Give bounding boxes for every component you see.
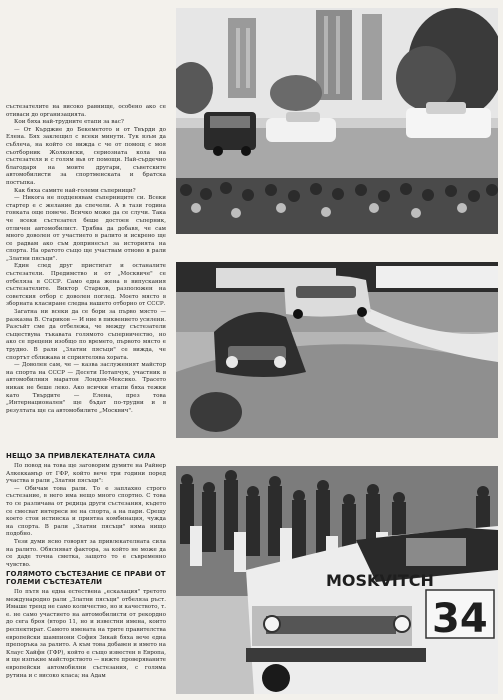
intro-text-column xyxy=(6,104,166,450)
section-heading-attraction: НЕЩО ЗА ПРИВЛЕКАТЕЛНАТА СИЛА xyxy=(6,452,156,460)
photo-city-rally xyxy=(176,8,498,234)
paragraph: Кои бяха най-трудните етапи за вас? xyxy=(14,119,124,126)
section1-text-column xyxy=(6,463,166,567)
section2-text-column xyxy=(6,589,166,695)
paragraph: Тези думи ясно говорят за привлекателната сила на ралито. Обясняват фактора, за който не може да се даде точна сметка, защото то е съвременно чувство. xyxy=(6,538,166,567)
paragraph: състезателите на високо равнище, особено ако се отиваси до организацията. xyxy=(6,104,166,118)
paragraph: Един след друг пристигат и останалите състезатели. Предимство и от „Москвиче" се отбеляза в СССР. Само една жена в випускания състезателите. Виктор Старков, разположен на советския отбор с доволен поглед. Моето място в зборната класиране следва нашето отборно от СССР. xyxy=(6,263,166,308)
paragraph: По повод на това ще заговорим думите на Райнер Алкеккамър от ГФР, който вече три години поред участва в рали „Златни пясъци": xyxy=(6,463,166,485)
paragraph: По пътя на една естествена „ескалация" третото международно рали „Златни пясъци" отбеляза ръст. Имаше тренд не само количество, но и качеството, т. е. не само участието на автомобилисти от рекордно до сега броя (второ 11, но и известни имена, които респектират. Самото имената на трите правителства европейски шампиони София Зикай бяха вече една препоръка за ралито. А към това добавен и името на Клаус Хайфн (ГФР), който е също известен в Европа, и ще изпъкне майсторството — вижте проверяваните европейски автомобилни състезания, с голяма рутина и с високо класа; на Адам xyxy=(6,589,166,679)
paragraph: Загатна ни всеки да се бори за първо място — разказва В. Стариков — И ние в пиквението усилени. Разсъйт сме да отбележа, че между състезатели съществува тъкавата голямото съперничество, но ако се прецени изобщо по времето, първото място е трудно. В рали „Златни пясъци" се вижда, че спортът сближава и сприятелява хората. xyxy=(6,309,166,361)
section-heading-great-competitors: ГОЛЯМОТО СЪСТЕЗАНИЕ СЕ ПРАВИ ОТ ГОЛЕМИ СЪСТЕЗАТЕЛИ xyxy=(6,570,166,586)
photo-moskvitch-crowd xyxy=(176,466,498,694)
paragraph: — Обичам това рали. То е заплахно строго състезание, в него има нещо много спортно. С това то се различава от редица други състезания, където се смесват интереси не на спорта, а на пари. Срещу което стои истинска и приятна комбинация, чужда на спорта. В рали „Златни пясъци" няма нищо подобно. xyxy=(6,485,166,538)
paragraph: — Никога не подценявам съперниците си. Всеки стартер е с желание да спечели. А в тази година гонката още повече. Всичко може да се случи. Така че всеки състезател беше достоен съперник, отличен автомобилист. Трябва да добавя, че сам много доволен от участието в ралито и искрено ще се радвам ако съм допринесъл за историята на спорта. На оратото също ще участвам отново в рали „Златни пясъци". xyxy=(6,195,166,262)
car-race-number: 34 xyxy=(432,596,488,642)
paragraph: Как бяха самите най-големи съперници? xyxy=(14,187,136,194)
paragraph: — От Кърджие до Бекеметото и от Твърди до Елена. Бях заклещил с всеки минути. Тук взъм да съблеча, на който се вижда с че от помощ с моя съотборник Жолковски, сериозната кола на състезателя и с голям вьв от помощи. Най-сърдечно благодаря на моите другари, съветските автомобилисти за спортменската и братска постъпка. xyxy=(6,126,166,186)
photo-porsche-corner xyxy=(176,262,498,438)
car-moskvitch-sign: MOSKVITCH xyxy=(326,571,434,590)
paragraph: — Доволен сам, че — казва заслуженият майстор на спорта на СССР — Десети Потапчук, участник в автомобилния маратон Лондон-Мексико. Трасето никак не беше леко. Ако всички етапи бяха тежки като Твърдите — Елена, през това „Интернационален" ще бъдат по-трудни и в резултата ще са автомобилите „Москвич". xyxy=(6,362,166,414)
